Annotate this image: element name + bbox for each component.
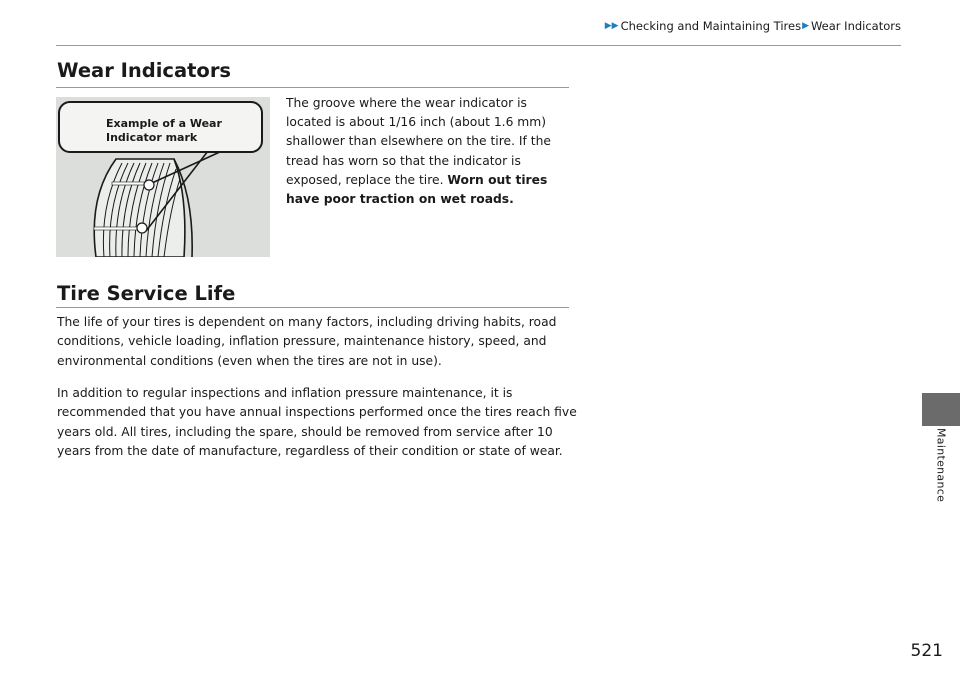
breadcrumb-arrow-icon: ▶▶	[604, 21, 619, 31]
wear-indicator-description	[286, 94, 576, 209]
description-text: The groove where the wear indicator is located is about 1/16 inch (about 1.6 mm) shallower than elsewhere on the tire. If the tread has worn so that the indicator is exposed, replace the tire.	[286, 96, 551, 187]
wear-indicator-illustration	[56, 97, 270, 257]
figure-caption: Example of a Wear Indicator mark	[106, 117, 222, 144]
section-title-tire-service-life: Tire Service Life	[57, 282, 236, 305]
breadcrumb-item[interactable]: Checking and Maintaining Tires	[620, 19, 802, 33]
breadcrumb-arrow-icon: ▶	[802, 21, 809, 31]
service-life-paragraph: The life of your tires is dependent on many factors, including driving habits, road conditions, vehicle loading, inflation pressure, maintenance history, speed, and environmental conditions (even when the tires are not in use).	[57, 315, 557, 368]
breadcrumb	[605, 19, 901, 33]
section-divider	[56, 87, 569, 88]
breadcrumb-item[interactable]: Wear Indicators	[810, 19, 901, 33]
chapter-label-text: Maintenance	[934, 428, 948, 503]
page-number: 521	[910, 641, 943, 661]
callout-bubble	[58, 101, 263, 153]
header-divider	[56, 45, 901, 46]
chapter-label	[922, 428, 960, 508]
warning-text: Worn out tires have poor traction on wet roads.	[286, 172, 548, 207]
section-divider	[56, 307, 569, 308]
section-title-wear-indicators: Wear Indicators	[57, 59, 232, 82]
chapter-tab[interactable]	[922, 393, 960, 426]
service-life-paragraph: In addition to regular inspections and inflation pressure maintenance, it is recommended that you have annual inspections performed once the tires reach five years old. All tires, including the spare, should be removed from service after 10 years from the date of manufacture, regardless of their condition or state of wear.	[57, 386, 577, 459]
